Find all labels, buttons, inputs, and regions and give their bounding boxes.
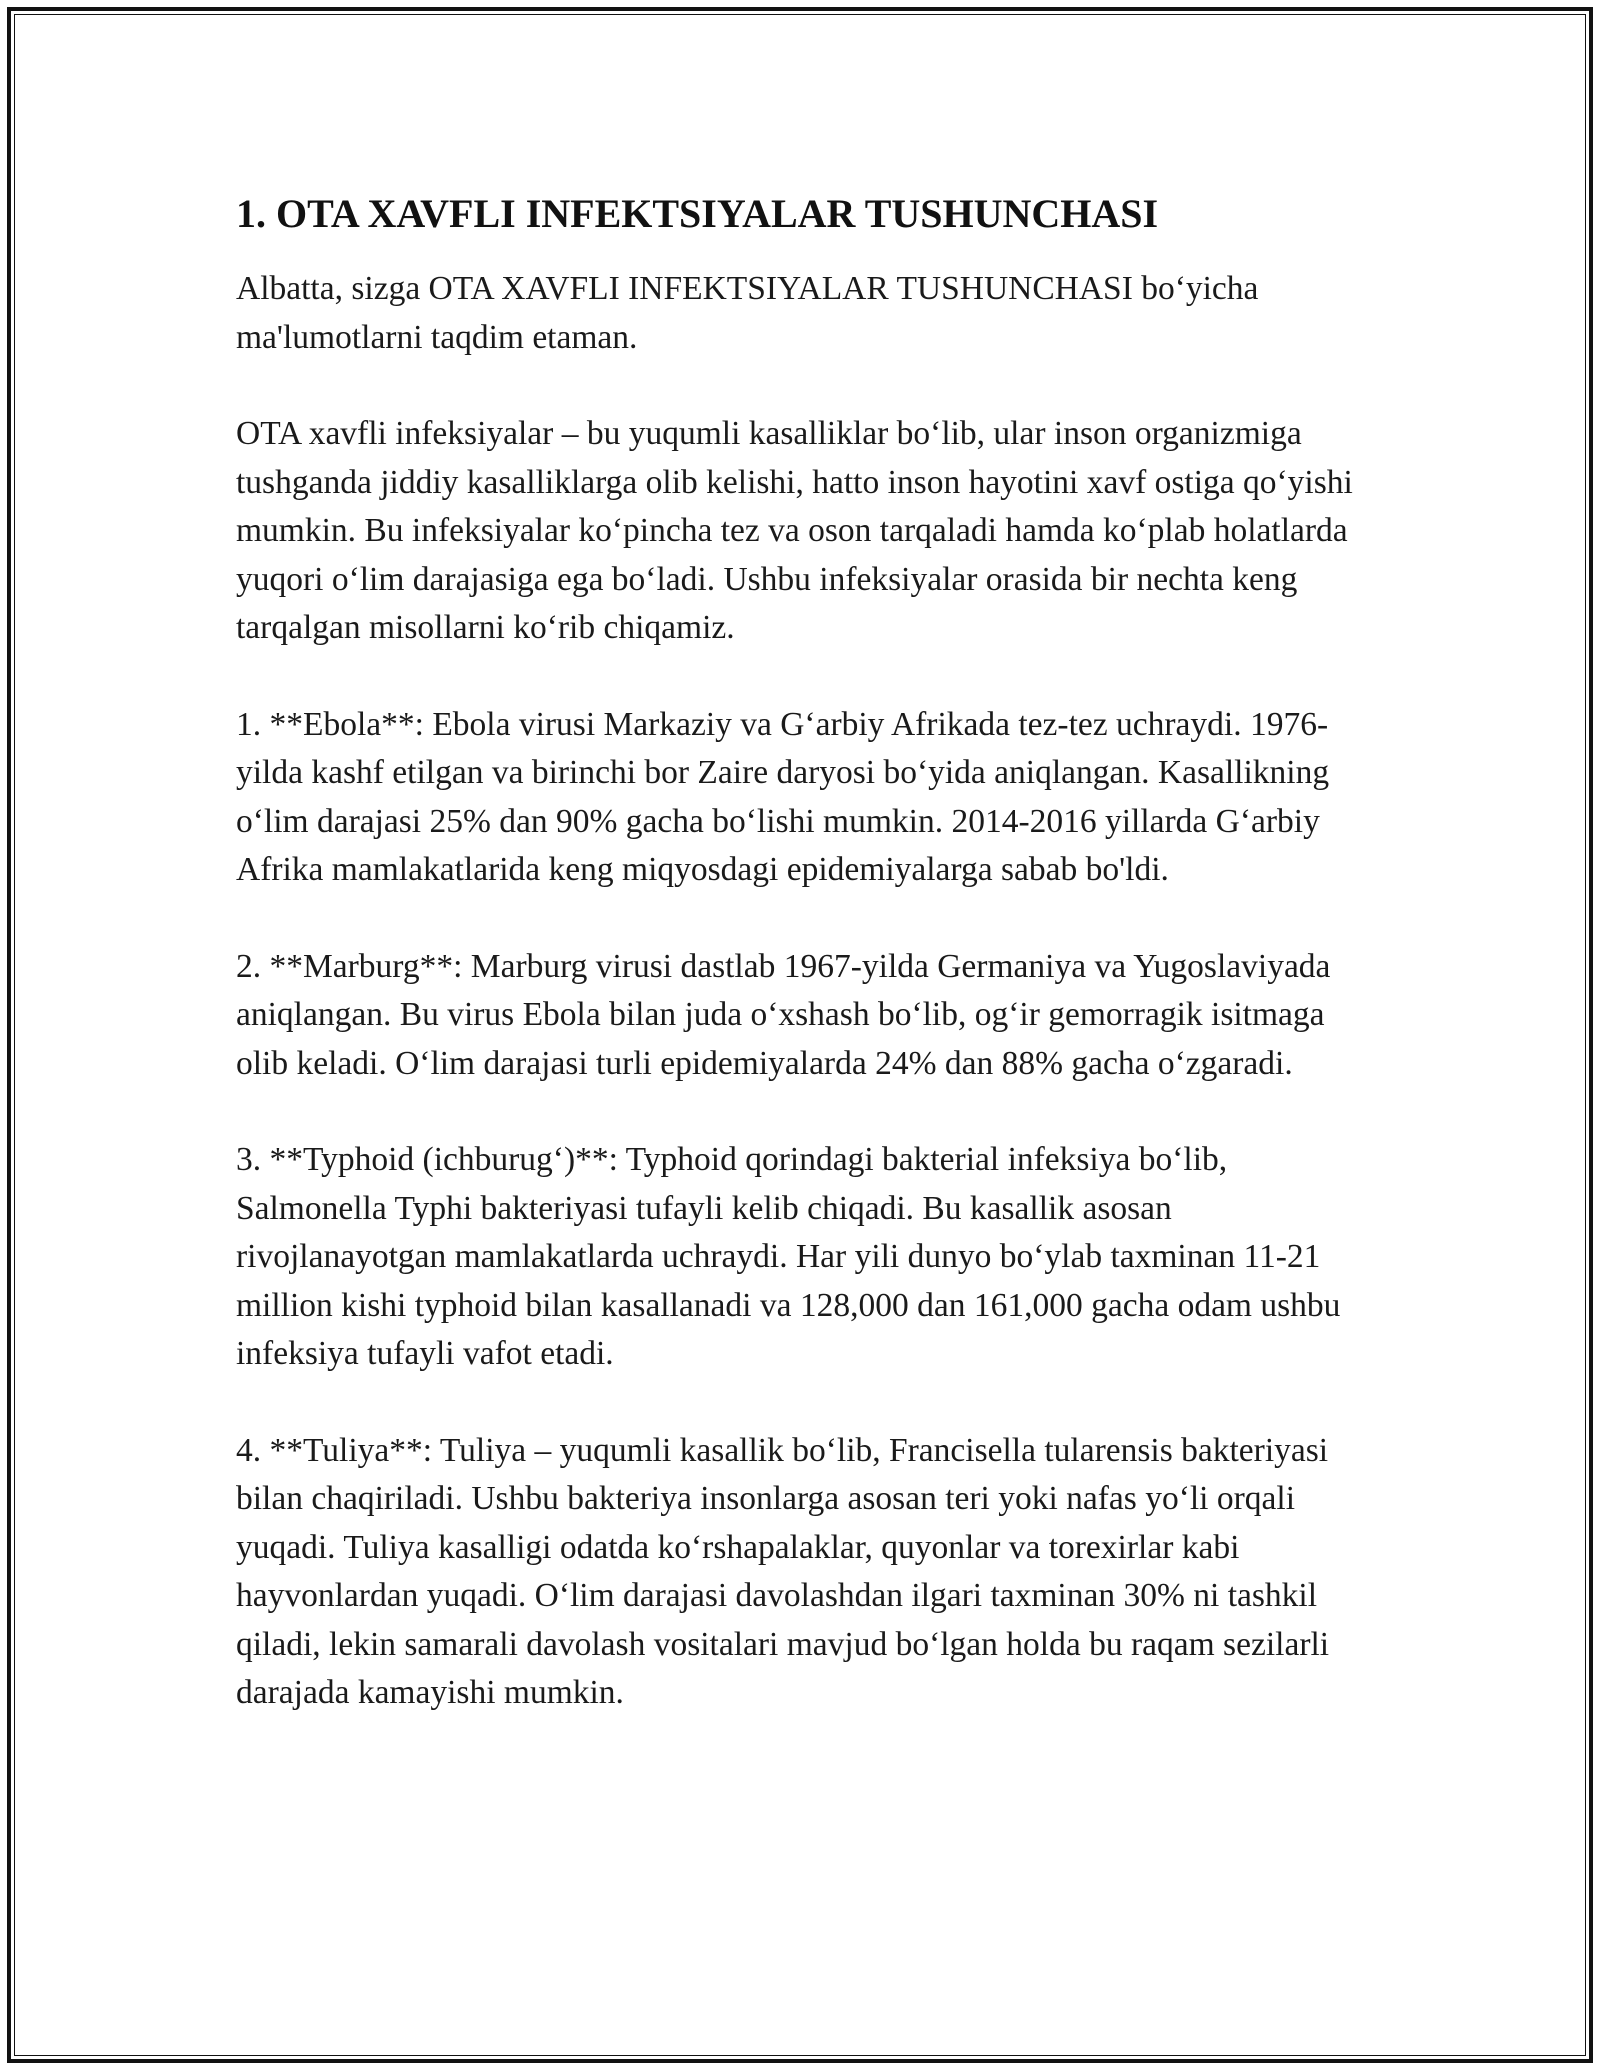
marburg-paragraph: 2. **Marburg**: Marburg virusi dastlab 1967-yilda Germaniya va Yugoslaviyada aniqlangan. Bu virus Ebola bilan juda o‘xshash bo‘lib, og‘ir gemorragik isitmaga olib keladi. O‘lim darajasi turli epidemiyalarda 24% dan 88% gacha o‘zgaradi. <box>236 947 1331 1082</box>
tuliya-paragraph: 4. **Tuliya**: Tuliya – yuqumli kasallik bo‘lib, Francisella tularensis bakteriyasi bilan chaqiriladi. Ushbu bakteriya insonlarga asosan teri yoki nafas yo‘li orqali yuqadi. Tuliya kasalligi odatda ko‘rshapalaklar, quyonlar va torexirlar kabi hayvonlardan yuqadi. O‘lim darajasi davolashdan ilgari taxminan 30% ni tashkil qiladi, lekin samarali davolash vositalari mavjud bo‘lgan holda bu raqam sezilarli darajada kamayishi mumkin. <box>236 1431 1330 1711</box>
document-body <box>236 185 1366 1766</box>
definition-paragraph: OTA xavfli infeksiyalar – bu yuqumli kasalliklar bo‘lib, ular inson organizmiga tushganda jiddiy kasalliklarga olib kelishi, hatto inson hayotini xavf ostiga qo‘yishi mumkin. Bu infeksiyalar ko‘pincha tez va oson tarqaladi hamda ko‘plab holatlarda yuqori o‘lim darajasiga ega bo‘ladi. Ushbu infeksiyalar orasida bir nechta keng tarqalgan misollarni ko‘rib chiqamiz. <box>236 415 1353 646</box>
typhoid-paragraph: 3. **Typhoid (ichburug‘)**: Typhoid qorindagi bakterial infeksiya bo‘lib, Salmonella Typhi bakteriyasi tufayli kelib chiqadi. Bu kasallik asosan rivojlanayotgan mamlakatlarda uchraydi. Har yili dunyo bo‘ylab taxminan 11-21 million kishi typhoid bilan kasallanadi va 128,000 dan 161,000 gacha odam ushbu infeksiya tufayli vafot etadi. <box>236 1141 1341 1372</box>
intro-paragraph: Albatta, sizga OTA XAVFLI INFEKTSIYALAR TUSHUNCHASI bo‘yicha ma'lumotlarni taqdim etaman. <box>236 270 1259 356</box>
ebola-paragraph: 1. **Ebola**: Ebola virusi Markaziy va G‘arbiy Afrikada tez-tez uchraydi. 1976-yilda kashf etilgan va birinchi bor Zaire daryosi bo‘yida aniqlangan. Kasallikning o‘lim darajasi 25% dan 90% gacha bo‘lishi mumkin. 2014-2016 yillarda G‘arbiy Afrika mamlakatlarida keng miqyosdagi epidemiyalarga sabab bo'ldi. <box>236 705 1330 888</box>
document-title: 1. OTA XAVFLI INFEKTSIYALAR TUSHUNCHASI <box>236 191 1159 236</box>
